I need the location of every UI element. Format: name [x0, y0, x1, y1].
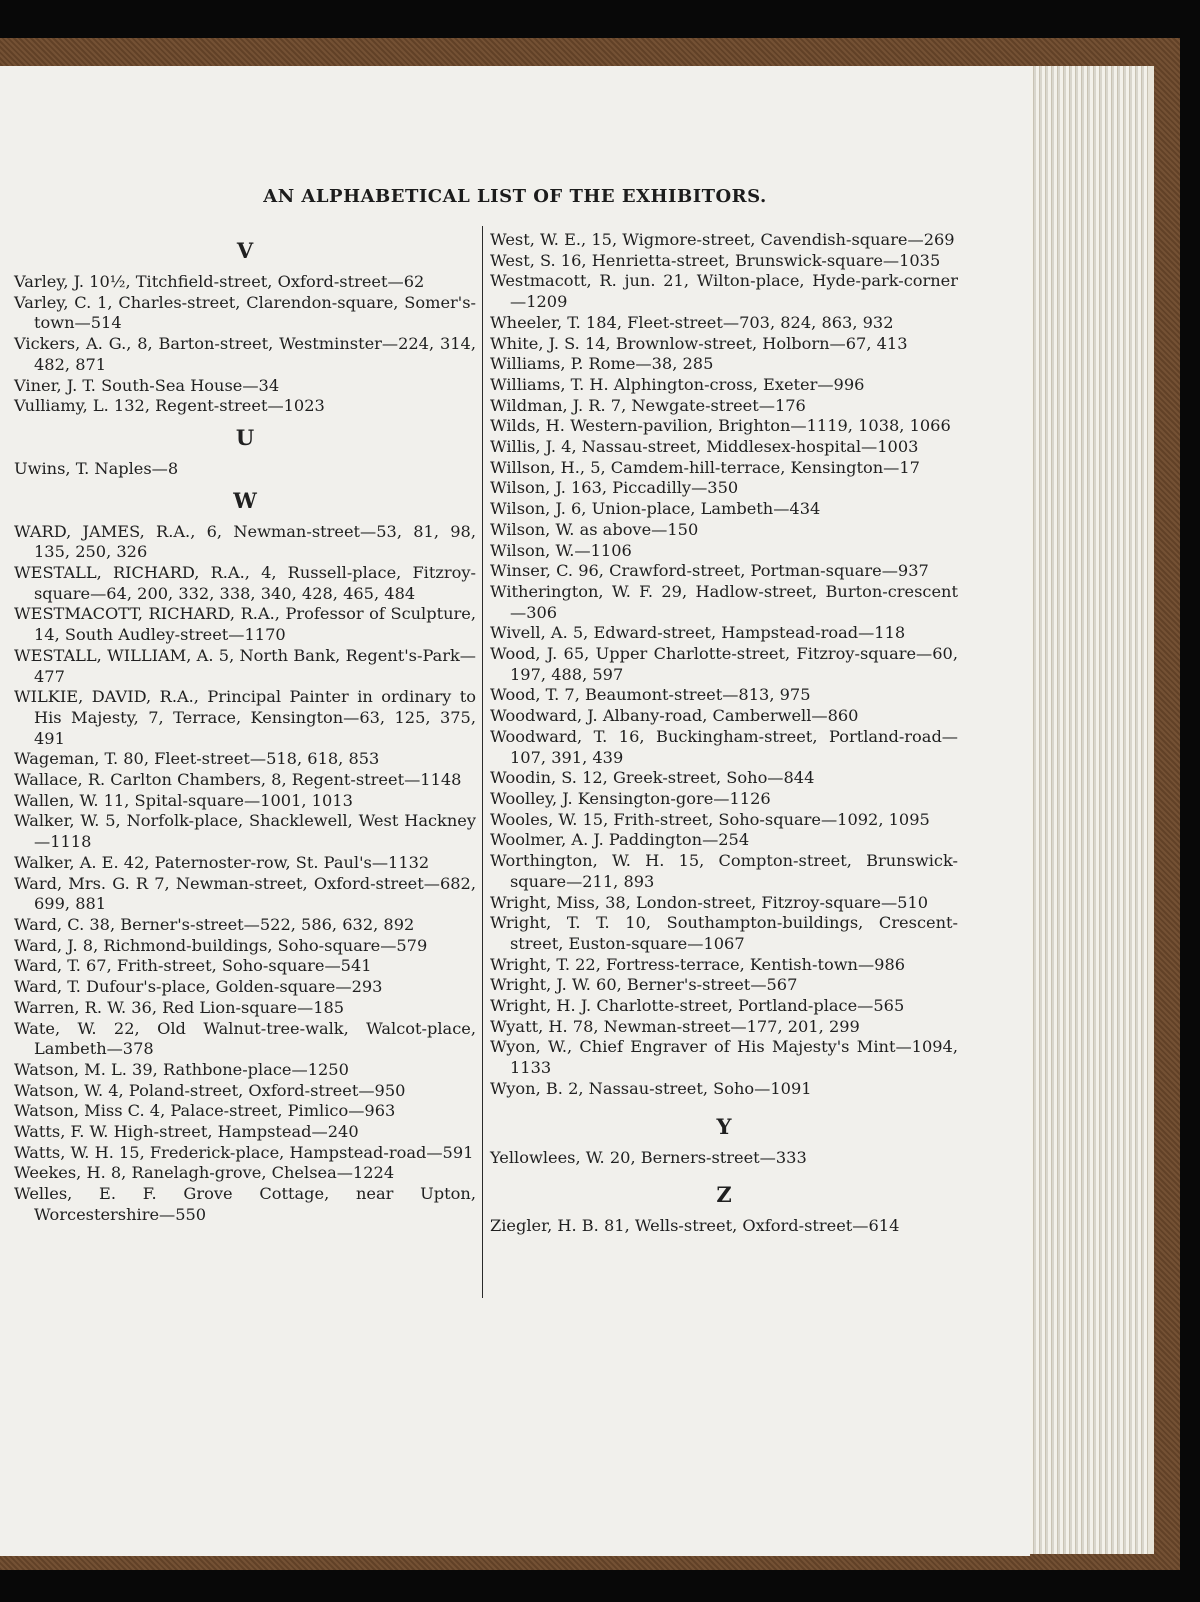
exhibitor-entry: WARD, JAMES, R.A., 6, Newman-street—53, 81, 98, 135, 250, 326: [14, 521, 476, 562]
exhibitor-entry: Wyon, B. 2, Nassau-street, Soho—1091: [490, 1078, 812, 1098]
exhibitor-entry: White, J. S. 14, Brownlow-street, Holborn—67, 413: [490, 333, 908, 353]
exhibitor-entry: Wilson, W.—1106: [490, 540, 632, 560]
exhibitor-entry: Watson, W. 4, Poland-street, Oxford-street—950: [14, 1080, 406, 1100]
exhibitor-entry: Wageman, T. 80, Fleet-street—518, 618, 853: [14, 749, 380, 769]
exhibitor-entry: West, S. 16, Henrietta-street, Brunswick-square—1035: [490, 250, 941, 270]
exhibitor-entry: Woodin, S. 12, Greek-street, Soho—844: [490, 768, 815, 788]
exhibitor-entry: Warren, R. W. 36, Red Lion-square—185: [14, 997, 345, 1017]
section-heading-w: W: [233, 487, 257, 513]
exhibitor-entry: Wilson, W. as above—150: [490, 519, 699, 539]
exhibitor-entry: Wilson, J. 6, Union-place, Lambeth—434: [490, 499, 821, 519]
exhibitor-entry: Wood, T. 7, Beaumont-street—813, 975: [490, 685, 811, 705]
exhibitor-entry: Willson, H., 5, Camdem-hill-terrace, Kensington—17: [490, 457, 920, 477]
exhibitor-entry: Watson, M. L. 39, Rathbone-place—1250: [14, 1059, 349, 1079]
section-heading-u: U: [235, 424, 255, 450]
exhibitor-entry: Walker, A. E. 42, Paternoster-row, St. Paul's—1132: [14, 852, 430, 872]
exhibitor-entry: Vickers, A. G., 8, Barton-street, Westminster—224, 314, 482, 871: [14, 334, 476, 374]
exhibitor-entry: Varley, J. 10½, Titchfield-street, Oxford-street—62: [14, 272, 425, 291]
exhibitor-entry: Wright, J. W. 60, Berner's-street—567: [490, 975, 798, 995]
page-title: AN ALPHABETICAL LIST OF THE EXHIBITORS.: [263, 186, 767, 207]
exhibitor-entry: Ward, T. 67, Frith-street, Soho-square—541: [14, 956, 372, 976]
exhibitor-entry: Welles, E. F. Grove Cottage, near Upton, Worcestershire—550: [14, 1184, 476, 1224]
exhibitor-entry: West, W. E., 15, Wigmore-street, Cavendish-square—269: [490, 230, 955, 249]
page-edges: [1028, 66, 1154, 1554]
exhibitor-entry: Wright, T. 22, Fortress-terrace, Kentish-town—986: [490, 954, 906, 974]
exhibitor-entry: Ward, J. 8, Richmond-buildings, Soho-square—579: [14, 935, 428, 955]
exhibitor-entry: Ward, T. Dufour's-place, Golden-square—293: [14, 977, 383, 997]
exhibitor-entry: Weekes, H. 8, Ranelagh-grove, Chelsea—1224: [14, 1163, 395, 1183]
exhibitor-entry: WILKIE, DAVID, R.A., Principal Painter in ordinary to His Majesty, 7, Terrace, Kensington—63, 125, 375, 491: [14, 687, 476, 748]
exhibitor-entry: WESTALL, RICHARD, R.A., 4, Russell-place, Fitzroy-square—64, 200, 332, 338, 340, 428, 465, 484: [14, 563, 476, 603]
exhibitor-entry: Wate, W. 22, Old Walnut-tree-walk, Walcot-place, Lambeth—378: [14, 1018, 476, 1059]
exhibitor-entry: Wilson, J. 163, Piccadilly—350: [490, 478, 739, 498]
exhibitor-entry: Woolmer, A. J. Paddington—254: [490, 830, 750, 850]
exhibitor-entry: Wooles, W. 15, Frith-street, Soho-square—1092, 1095: [490, 809, 930, 829]
exhibitor-entry: Watts, F. W. High-street, Hampstead—240: [14, 1122, 359, 1142]
exhibitor-entry: Woodward, T. 16, Buckingham-street, Portland-road—107, 391, 439: [490, 726, 958, 767]
exhibitor-entry: Vulliamy, L. 132, Regent-street—1023: [14, 396, 325, 416]
exhibitor-entry: Wright, H. J. Charlotte-street, Portland-place—565: [490, 996, 905, 1016]
exhibitor-entry: Yellowlees, W. 20, Berners-street—333: [490, 1147, 807, 1167]
section-z-entries: [490, 1216, 958, 1237]
section-heading-z: Z: [716, 1182, 732, 1208]
exhibitor-entry: Woodward, J. Albany-road, Camberwell—860: [490, 706, 859, 726]
exhibitor-entry: Williams, P. Rome—38, 285: [490, 354, 714, 374]
left-column: [14, 230, 476, 1226]
exhibitor-entry: Willis, J. 4, Nassau-street, Middlesex-hospital—1003: [490, 437, 919, 457]
exhibitor-entry: Wallen, W. 11, Spital-square—1001, 1013: [14, 790, 353, 810]
section-v-entries: [14, 272, 476, 417]
exhibitor-entry: Wyon, W., Chief Engraver of His Majesty's Mint—1094, 1133: [490, 1037, 958, 1078]
exhibitor-entry: Wright, Miss, 38, London-street, Fitzroy-square—510: [490, 892, 929, 912]
exhibitor-entry: Williams, T. H. Alphington-cross, Exeter—996: [490, 374, 865, 394]
exhibitor-entry: Winser, C. 96, Crawford-street, Portman-square—937: [490, 561, 929, 581]
section-w-continued-entries: [490, 230, 958, 1100]
section-heading-v: V: [236, 238, 254, 263]
right-column: [490, 230, 958, 1237]
exhibitor-entry: Watson, Miss C. 4, Palace-street, Pimlico—963: [14, 1101, 396, 1121]
section-y-entries: [490, 1148, 958, 1169]
exhibitor-entry: Walker, W. 5, Norfolk-place, Shacklewell, West Hackney—1118: [14, 811, 476, 852]
exhibitor-entry: Wright, T. T. 10, Southampton-buildings, Crescent-street, Euston-square—1067: [490, 913, 958, 953]
exhibitor-entry: Wilds, H. Western-pavilion, Brighton—1119, 1038, 1066: [490, 416, 951, 436]
exhibitor-entry: Varley, C. 1, Charles-street, Clarendon-square, Somer's-town—514: [14, 292, 476, 333]
exhibitor-entry: WESTALL, WILLIAM, A. 5, North Bank, Regent's-Park—477: [14, 645, 476, 686]
exhibitor-entry: Wivell, A. 5, Edward-street, Hampstead-road—118: [490, 623, 906, 643]
column-divider: [482, 226, 483, 1298]
exhibitor-entry: Ziegler, H. B. 81, Wells-street, Oxford-street—614: [490, 1216, 900, 1236]
exhibitor-entry: Ward, Mrs. G. R 7, Newman-street, Oxford-street—682, 699, 881: [14, 873, 476, 914]
exhibitor-entry: WESTMACOTT, RICHARD, R.A., Professor of Sculpture, 14, South Audley-street—1170: [14, 604, 476, 645]
exhibitor-entry: Westmacott, R. jun. 21, Wilton-place, Hyde-park-corner—1209: [490, 271, 958, 312]
section-heading-y: Y: [716, 1113, 732, 1139]
exhibitor-entry: Wood, J. 65, Upper Charlotte-street, Fitzroy-square—60, 197, 488, 597: [490, 644, 958, 684]
exhibitor-entry: Wyatt, H. 78, Newman-street—177, 201, 299: [490, 1016, 860, 1036]
exhibitor-entry: Wildman, J. R. 7, Newgate-street—176: [490, 395, 806, 415]
exhibitor-entry: Worthington, W. H. 15, Compton-street, Brunswick-square—211, 893: [490, 851, 958, 891]
exhibitor-entry: Wheeler, T. 184, Fleet-street—703, 824, 863, 932: [490, 312, 894, 332]
exhibitor-entry: Witherington, W. F. 29, Hadlow-street, Burton-crescent—306: [490, 581, 958, 622]
exhibitor-entry: Wallace, R. Carlton Chambers, 8, Regent-street—1148: [14, 770, 462, 790]
exhibitor-entry: Ward, C. 38, Berner's-street—522, 586, 632, 892: [14, 914, 415, 934]
exhibitor-entry: Uwins, T. Naples—8: [14, 458, 179, 478]
section-w-entries: [14, 522, 476, 1226]
section-u-entries: [14, 459, 476, 480]
exhibitor-entry: Viner, J. T. South-Sea House—34: [14, 375, 280, 395]
exhibitor-entry: Watts, W. H. 15, Frederick-place, Hampstead-road—591: [14, 1142, 474, 1162]
exhibitor-entry: Woolley, J. Kensington-gore—1126: [490, 788, 771, 808]
